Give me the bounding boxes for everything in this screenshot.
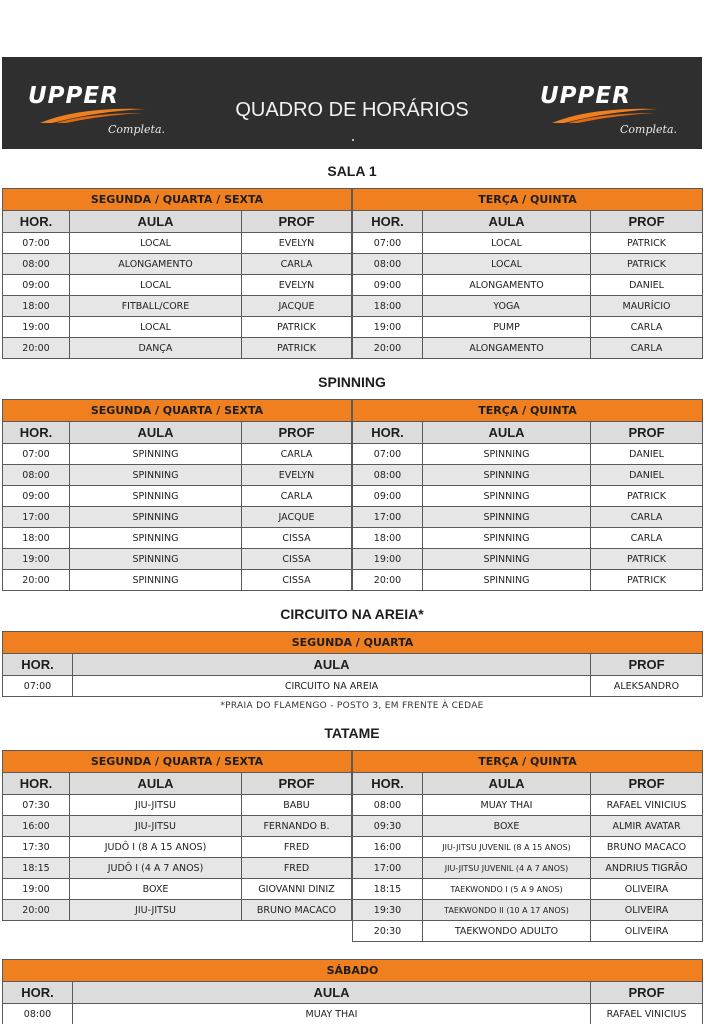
brand-name: UPPER xyxy=(28,83,119,109)
teacher-cell: PATRICK xyxy=(591,549,703,570)
col-header-teacher: PROF xyxy=(591,773,703,795)
teacher-cell: ANDRIUS TIGRÃO xyxy=(591,858,703,879)
time-cell: 17:30 xyxy=(3,837,70,858)
class-cell: JUDÔ I (4 A 7 ANOS) xyxy=(70,858,242,879)
table-row xyxy=(353,296,703,317)
teacher-cell: CARLA xyxy=(242,444,352,465)
time-cell: 08:00 xyxy=(3,1004,73,1024)
teacher-cell: CISSA xyxy=(242,549,352,570)
time-cell: 07:00 xyxy=(3,444,70,465)
page-title: QUADRO DE HORÁRIOS xyxy=(235,99,469,121)
table-row xyxy=(3,816,352,837)
time-cell: 07:30 xyxy=(3,795,70,816)
table-row xyxy=(3,444,352,465)
teacher-cell: BABU xyxy=(242,795,352,816)
time-cell: 18:00 xyxy=(3,296,70,317)
teacher-cell: RAFAEL VINICIUS xyxy=(591,1004,703,1024)
time-cell: 16:00 xyxy=(3,816,70,837)
teacher-cell: DANIEL xyxy=(591,275,703,296)
teacher-cell: PATRICK xyxy=(591,233,703,254)
col-header-class: AULA xyxy=(73,654,591,676)
time-cell: 08:00 xyxy=(353,795,423,816)
col-header-hour: HOR. xyxy=(3,211,70,233)
teacher-cell: CISSA xyxy=(242,528,352,549)
day-header: SÁBADO xyxy=(3,960,703,982)
teacher-cell: CARLA xyxy=(591,507,703,528)
day-header: SEGUNDA / QUARTA xyxy=(3,632,703,654)
time-cell: 08:00 xyxy=(353,465,423,486)
time-cell: 20:00 xyxy=(353,338,423,359)
col-header-teacher: PROF xyxy=(242,773,352,795)
class-cell: LOCAL xyxy=(70,317,242,338)
table-row xyxy=(353,549,703,570)
teacher-cell: CARLA xyxy=(591,528,703,549)
col-header-hour: HOR. xyxy=(353,211,423,233)
table-row xyxy=(3,254,352,275)
teacher-cell: EVELYN xyxy=(242,275,352,296)
table-row xyxy=(3,858,352,879)
col-header-teacher: PROF xyxy=(242,211,352,233)
schedule-table-sala1-right xyxy=(352,188,703,359)
class-cell: SPINNING xyxy=(423,528,591,549)
table-row xyxy=(353,233,703,254)
table-row xyxy=(3,1004,703,1024)
class-cell: ALONGAMENTO xyxy=(70,254,242,275)
teacher-cell: PATRICK xyxy=(242,338,352,359)
schedule-table-tatame-right xyxy=(352,750,703,942)
teacher-cell: FRED xyxy=(242,858,352,879)
time-cell: 08:00 xyxy=(3,465,70,486)
table-row xyxy=(353,254,703,275)
teacher-cell: FERNANDO B. xyxy=(242,816,352,837)
class-cell: SPINNING xyxy=(70,465,242,486)
col-header-class: AULA xyxy=(423,211,591,233)
swoosh-icon xyxy=(550,105,660,125)
table-row xyxy=(353,900,703,921)
table-row xyxy=(3,486,352,507)
schedule-table-spinning-left xyxy=(2,399,352,591)
class-cell: SPINNING xyxy=(70,528,242,549)
brand-subtitle: Completa. xyxy=(108,123,166,136)
class-cell: BOXE xyxy=(423,816,591,837)
teacher-cell: JACQUE xyxy=(242,296,352,317)
col-header-class: AULA xyxy=(423,773,591,795)
time-cell: 17:00 xyxy=(353,507,423,528)
col-header-hour: HOR. xyxy=(3,654,73,676)
teacher-cell: CARLA xyxy=(242,254,352,275)
time-cell: 09:00 xyxy=(353,486,423,507)
time-cell: 19:00 xyxy=(353,549,423,570)
col-header-hour: HOR. xyxy=(3,773,70,795)
class-cell: TAEKWONDO I (5 A 9 ANOS) xyxy=(423,879,591,900)
teacher-cell: CARLA xyxy=(591,338,703,359)
col-header-hour: HOR. xyxy=(353,422,423,444)
teacher-cell: GIOVANNI DINIZ xyxy=(242,879,352,900)
time-cell: 20:00 xyxy=(3,900,70,921)
col-header-teacher: PROF xyxy=(591,654,703,676)
class-cell: JIU-JITSU JUVENIL (8 A 15 ANOS) xyxy=(423,837,591,858)
class-cell: BOXE xyxy=(70,879,242,900)
table-row xyxy=(353,921,703,942)
time-cell: 07:00 xyxy=(3,676,73,697)
class-cell: SPINNING xyxy=(423,549,591,570)
table-row xyxy=(353,275,703,296)
table-row xyxy=(353,444,703,465)
table-row xyxy=(3,338,352,359)
table-row xyxy=(3,795,352,816)
time-cell: 19:00 xyxy=(3,317,70,338)
time-cell: 17:00 xyxy=(3,507,70,528)
class-cell: JUDÔ I (8 A 15 ANOS) xyxy=(70,837,242,858)
teacher-cell: PATRICK xyxy=(591,254,703,275)
class-cell: JIU-JITSU xyxy=(70,795,242,816)
time-cell: 08:00 xyxy=(353,254,423,275)
col-header-hour: HOR. xyxy=(353,773,423,795)
table-row xyxy=(353,858,703,879)
class-cell: SPINNING xyxy=(70,486,242,507)
teacher-cell: CARLA xyxy=(242,486,352,507)
table-row xyxy=(3,528,352,549)
class-cell: FITBALL/CORE xyxy=(70,296,242,317)
col-header-class: AULA xyxy=(73,982,591,1004)
table-row xyxy=(353,570,703,591)
class-cell: SPINNING xyxy=(423,486,591,507)
table-row xyxy=(3,837,352,858)
table-row xyxy=(3,900,352,921)
teacher-cell: RAFAEL VINICIUS xyxy=(591,795,703,816)
class-cell: DANÇA xyxy=(70,338,242,359)
time-cell: 19:30 xyxy=(353,900,423,921)
class-cell: ALONGAMENTO xyxy=(423,275,591,296)
col-header-class: AULA xyxy=(70,422,242,444)
day-header: TERÇA / QUINTA xyxy=(353,189,703,211)
class-cell: SPINNING xyxy=(70,507,242,528)
class-cell: LOCAL xyxy=(70,233,242,254)
col-header-teacher: PROF xyxy=(242,422,352,444)
table-row xyxy=(353,816,703,837)
teacher-cell: EVELYN xyxy=(242,465,352,486)
teacher-cell: PATRICK xyxy=(242,317,352,338)
table-row xyxy=(353,528,703,549)
class-cell: ALONGAMENTO xyxy=(423,338,591,359)
class-cell: JIU-JITSU JUVENIL (4 A 7 ANOS) xyxy=(423,858,591,879)
teacher-cell: ALEKSANDRO xyxy=(591,676,703,697)
time-cell: 20:30 xyxy=(353,921,423,942)
table-row xyxy=(3,507,352,528)
location-note: *PRAIA DO FLAMENGO - POSTO 3, EM FRENTE À CEDAE xyxy=(220,701,484,711)
schedule-table-sala1-left xyxy=(2,188,352,359)
col-header-hour: HOR. xyxy=(3,982,73,1004)
table-row xyxy=(3,549,352,570)
time-cell: 07:00 xyxy=(3,233,70,254)
teacher-cell: JACQUE xyxy=(242,507,352,528)
teacher-cell: EVELYN xyxy=(242,233,352,254)
day-header: TERÇA / QUINTA xyxy=(353,400,703,422)
time-cell: 07:00 xyxy=(353,444,423,465)
table-row xyxy=(3,317,352,338)
time-cell: 09:00 xyxy=(3,275,70,296)
class-cell: JIU-JITSU xyxy=(70,816,242,837)
teacher-cell: BRUNO MACACO xyxy=(591,837,703,858)
class-cell: YOGA xyxy=(423,296,591,317)
day-header: SEGUNDA / QUARTA / SEXTA xyxy=(3,189,352,211)
teacher-cell: ALMIR AVATAR xyxy=(591,816,703,837)
time-cell: 09:00 xyxy=(353,275,423,296)
time-cell: 20:00 xyxy=(3,570,70,591)
col-header-teacher: PROF xyxy=(591,422,703,444)
table-row xyxy=(3,275,352,296)
table-row xyxy=(353,837,703,858)
class-cell: SPINNING xyxy=(423,465,591,486)
time-cell: 19:00 xyxy=(3,879,70,900)
class-cell: SPINNING xyxy=(423,570,591,591)
class-cell: LOCAL xyxy=(423,254,591,275)
col-header-teacher: PROF xyxy=(591,982,703,1004)
schedule-table-tatame-left xyxy=(2,750,352,921)
table-row xyxy=(353,317,703,338)
table-row xyxy=(3,465,352,486)
class-cell: JIU-JITSU xyxy=(70,900,242,921)
table-row xyxy=(353,486,703,507)
schedule-table-spinning-right xyxy=(352,399,703,591)
class-cell: SPINNING xyxy=(70,444,242,465)
time-cell: 18:00 xyxy=(353,528,423,549)
teacher-cell: MAURÍCIO xyxy=(591,296,703,317)
time-cell: 09:30 xyxy=(353,816,423,837)
time-cell: 08:00 xyxy=(3,254,70,275)
table-row xyxy=(3,296,352,317)
section-title-circuito: CIRCUITO NA AREIA* xyxy=(280,606,424,622)
teacher-cell: OLIVEIRA xyxy=(591,900,703,921)
time-cell: 17:00 xyxy=(353,858,423,879)
col-header-class: AULA xyxy=(70,773,242,795)
teacher-cell: FRED xyxy=(242,837,352,858)
teacher-cell: CARLA xyxy=(591,317,703,338)
teacher-cell: DANIEL xyxy=(591,444,703,465)
schedule-table-circuito xyxy=(2,631,703,697)
col-header-class: AULA xyxy=(423,422,591,444)
teacher-cell: DANIEL xyxy=(591,465,703,486)
col-header-hour: HOR. xyxy=(3,422,70,444)
upper-logo-right xyxy=(540,83,680,141)
teacher-cell: BRUNO MACACO xyxy=(242,900,352,921)
class-cell: TAEKWONDO II (10 A 17 ANOS) xyxy=(423,900,591,921)
table-row xyxy=(3,879,352,900)
time-cell: 18:15 xyxy=(3,858,70,879)
table-row xyxy=(353,879,703,900)
class-cell: PUMP xyxy=(423,317,591,338)
section-title-spinning: SPINNING xyxy=(318,374,386,390)
teacher-cell: PATRICK xyxy=(591,570,703,591)
section-title-tatame: TATAME xyxy=(324,725,380,741)
class-cell: SPINNING xyxy=(70,570,242,591)
time-cell: 20:00 xyxy=(3,338,70,359)
table-row xyxy=(353,338,703,359)
class-cell: LOCAL xyxy=(423,233,591,254)
divider-dot xyxy=(352,139,354,141)
time-cell: 16:00 xyxy=(353,837,423,858)
table-row xyxy=(3,676,703,697)
brand-name: UPPER xyxy=(540,83,631,109)
class-cell: SPINNING xyxy=(423,507,591,528)
table-row xyxy=(3,233,352,254)
class-cell: LOCAL xyxy=(70,275,242,296)
col-header-teacher: PROF xyxy=(591,211,703,233)
class-cell: TAEKWONDO ADULTO xyxy=(423,921,591,942)
class-cell: MUAY THAI xyxy=(423,795,591,816)
class-cell: SPINNING xyxy=(423,444,591,465)
time-cell: 07:00 xyxy=(353,233,423,254)
table-row xyxy=(353,465,703,486)
col-header-class: AULA xyxy=(70,211,242,233)
teacher-cell: PATRICK xyxy=(591,486,703,507)
time-cell: 18:00 xyxy=(353,296,423,317)
day-header: SEGUNDA / QUARTA / SEXTA xyxy=(3,400,352,422)
time-cell: 18:00 xyxy=(3,528,70,549)
header-banner xyxy=(2,57,702,149)
time-cell: 20:00 xyxy=(353,570,423,591)
teacher-cell: CISSA xyxy=(242,570,352,591)
day-header: TERÇA / QUINTA xyxy=(353,751,703,773)
time-cell: 09:00 xyxy=(3,486,70,507)
schedule-table-sabado xyxy=(2,959,703,1024)
time-cell: 19:00 xyxy=(353,317,423,338)
class-cell: CIRCUITO NA AREIA xyxy=(73,676,591,697)
table-row xyxy=(3,570,352,591)
teacher-cell: OLIVEIRA xyxy=(591,921,703,942)
time-cell: 18:15 xyxy=(353,879,423,900)
time-cell: 19:00 xyxy=(3,549,70,570)
teacher-cell: OLIVEIRA xyxy=(591,879,703,900)
table-row xyxy=(353,507,703,528)
table-row xyxy=(353,795,703,816)
class-cell: MUAY THAI xyxy=(73,1004,591,1024)
day-header: SEGUNDA / QUARTA / SEXTA xyxy=(3,751,352,773)
class-cell: SPINNING xyxy=(70,549,242,570)
brand-subtitle: Completa. xyxy=(620,123,678,136)
section-title-sala1: SALA 1 xyxy=(327,163,377,179)
